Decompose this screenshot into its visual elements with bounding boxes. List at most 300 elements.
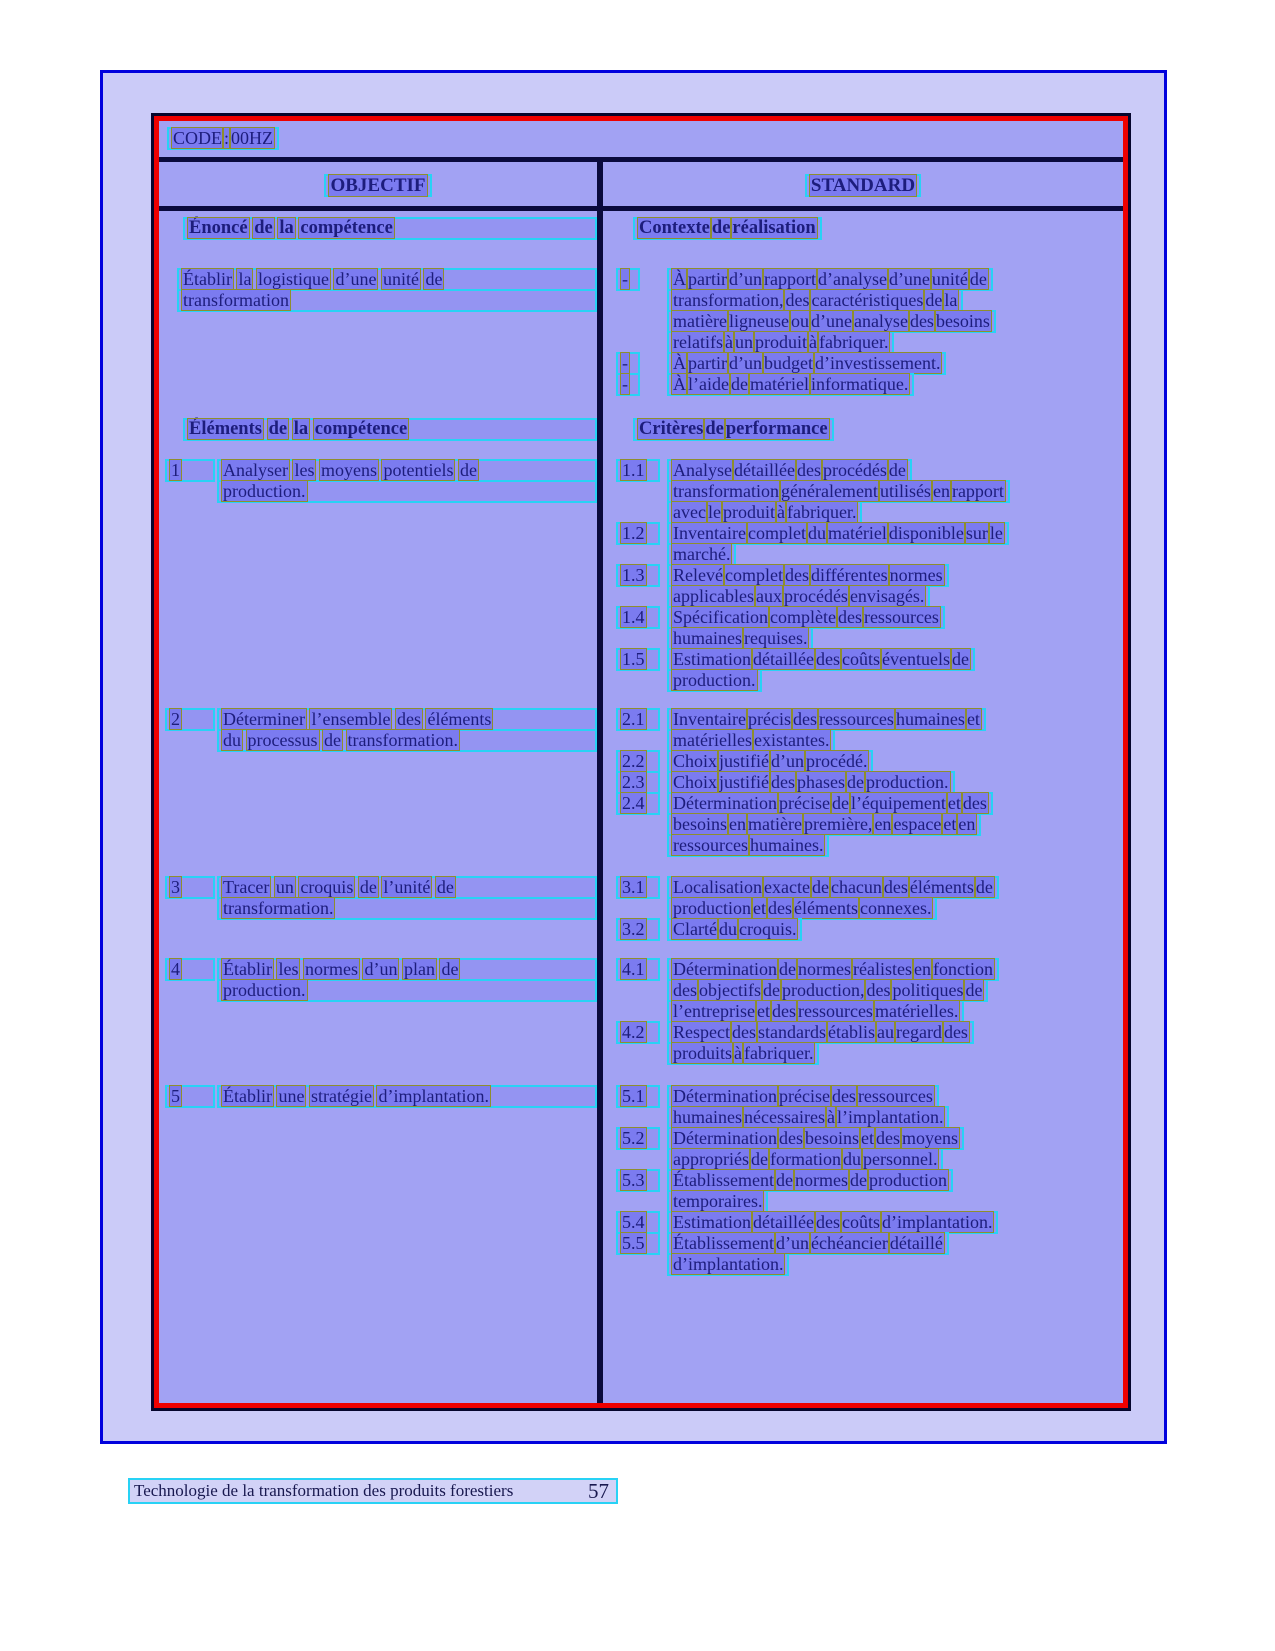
word-highlight: matériel	[827, 523, 887, 543]
competency-table	[151, 113, 1131, 1411]
word-highlight: rapport	[763, 269, 816, 289]
word-highlight: d’investissement.	[814, 353, 941, 373]
word-highlight: performance	[725, 419, 828, 439]
item-lines	[667, 918, 1115, 941]
word-highlight: Inventaire	[673, 709, 746, 729]
item-lines	[667, 1127, 1115, 1171]
critere-item	[616, 1127, 1115, 1171]
word-highlight: Localisation	[673, 877, 762, 897]
word-highlight: Détermination	[673, 1128, 777, 1148]
word-highlight: humaines	[673, 628, 742, 648]
word-highlight: envisagés.	[849, 586, 925, 606]
dash-marker: -	[616, 352, 640, 375]
word-highlight: Estimation	[673, 649, 751, 669]
word-highlight: de	[951, 649, 969, 669]
table-inner	[154, 116, 1128, 1408]
item-number: 4	[165, 958, 215, 981]
word-highlight: à	[808, 332, 817, 352]
word-highlight: d’un	[775, 1233, 809, 1253]
word-highlight: détaillée	[733, 460, 795, 480]
word-highlight: justifié	[719, 751, 770, 771]
contexte-title	[633, 217, 822, 240]
word-highlight: de	[436, 877, 454, 897]
word-highlight: de	[268, 419, 288, 439]
word-highlight: de	[969, 269, 987, 289]
word-highlight: existantes.	[753, 730, 830, 750]
word-highlight: la	[279, 218, 294, 238]
critere-group	[616, 958, 1115, 1065]
word-highlight: compétence	[314, 419, 408, 439]
word-highlight: différentes	[810, 565, 888, 585]
item-line	[667, 771, 955, 794]
word-highlight: croquis.	[738, 919, 797, 939]
word-highlight: normes	[304, 959, 358, 979]
word-highlight: :	[224, 128, 230, 148]
word-highlight: la	[238, 269, 252, 289]
word-highlight: moyens	[901, 1128, 958, 1148]
word-highlight: précis	[747, 709, 791, 729]
word-highlight: des	[784, 565, 809, 585]
word-highlight: des	[771, 1001, 796, 1021]
word-highlight: matière	[748, 814, 802, 834]
word-highlight: les	[294, 460, 315, 480]
word-highlight: des	[909, 311, 934, 331]
item-line	[667, 1148, 943, 1171]
word-highlight: détaillée	[753, 649, 814, 669]
item-lines	[667, 373, 1115, 396]
critere-item	[616, 1232, 1115, 1276]
word-highlight: de	[775, 1170, 793, 1190]
word-highlight: à	[776, 502, 785, 522]
item-lines	[667, 708, 1115, 752]
word-highlight: de	[965, 980, 983, 1000]
item-line	[667, 480, 1010, 503]
word-highlight: production.	[673, 670, 756, 690]
item-lines	[667, 750, 1115, 773]
word-highlight: complet	[724, 565, 783, 585]
word-highlight: généralement	[780, 481, 878, 501]
word-highlight: produit	[722, 502, 775, 522]
item-lines	[667, 1232, 1115, 1276]
elements-title	[183, 418, 597, 441]
item-lines	[667, 771, 1115, 794]
word-highlight: des	[673, 980, 697, 1000]
word-highlight: À	[673, 269, 686, 289]
word-highlight: Tracer	[223, 877, 270, 897]
item-number: 2	[165, 708, 215, 731]
item-line	[667, 606, 945, 629]
word-highlight: normes	[889, 565, 943, 585]
word-highlight: fabriquer.	[786, 502, 857, 522]
word-highlight: ressources	[818, 709, 894, 729]
section-row-item-1	[159, 439, 1123, 690]
word-highlight: de	[459, 460, 477, 480]
item-line	[667, 669, 762, 692]
word-highlight: d’un	[771, 751, 805, 771]
table-body	[159, 211, 1123, 1403]
word-highlight: Établir	[223, 1086, 272, 1106]
word-highlight: d’analyse	[817, 269, 887, 289]
word-highlight: connexes.	[859, 898, 932, 918]
item-number: 2.1	[616, 708, 660, 731]
section-row-item-2	[159, 690, 1123, 855]
item-line	[667, 792, 993, 815]
item-number: 5.5	[616, 1232, 660, 1255]
item-line	[667, 958, 999, 981]
word-highlight: coûts	[841, 1212, 880, 1232]
critere-item	[616, 958, 1115, 1023]
word-highlight: Détermination	[673, 793, 777, 813]
contexte-list	[616, 268, 1115, 396]
word-highlight: utilisés	[879, 481, 931, 501]
word-highlight: Choix	[673, 772, 718, 792]
item-line	[667, 1021, 974, 1044]
word-highlight: besoins	[673, 814, 727, 834]
item-line	[667, 979, 988, 1002]
word-highlight: d’une	[335, 269, 377, 289]
word-highlight: de	[730, 374, 748, 394]
word-highlight: OBJECTIF	[330, 174, 426, 196]
critere-item	[616, 606, 1115, 650]
item-lines	[667, 648, 1115, 692]
word-highlight: la	[293, 419, 309, 439]
word-highlight: applicables	[673, 586, 754, 606]
item-line	[667, 876, 999, 899]
word-highlight: marché.	[673, 544, 731, 564]
word-highlight: des	[831, 1086, 856, 1106]
word-highlight: ressources	[673, 835, 748, 855]
item-line	[667, 1000, 964, 1023]
word-highlight: un	[734, 332, 753, 352]
word-highlight: des	[792, 709, 817, 729]
word-highlight: regard	[895, 1022, 942, 1042]
item-number: 1.2	[616, 522, 660, 545]
word-highlight: besoins	[804, 1128, 859, 1148]
word-highlight: de	[925, 290, 943, 310]
enonce-line	[177, 289, 597, 312]
word-highlight: partir	[688, 353, 727, 373]
enonce-title	[183, 217, 597, 240]
word-highlight: standards	[757, 1022, 826, 1042]
item-line	[667, 729, 835, 752]
item-line	[667, 331, 894, 354]
word-highlight: procédé.	[806, 751, 868, 771]
word-highlight: du	[807, 523, 826, 543]
word-highlight: d’un	[728, 353, 762, 373]
word-highlight: exacte	[763, 877, 810, 897]
word-highlight: humaines	[673, 1107, 742, 1127]
word-highlight: Établissement	[673, 1233, 774, 1253]
word-highlight: Critères	[639, 419, 704, 439]
word-highlight: analyse	[853, 311, 908, 331]
word-highlight: de	[778, 959, 796, 979]
word-highlight: le	[989, 523, 1003, 543]
word-highlight: des	[731, 1022, 756, 1042]
word-highlight: matérielles.	[874, 1001, 959, 1021]
item-number: 3.2	[616, 918, 660, 941]
word-highlight: chacun	[830, 877, 882, 897]
word-highlight: personnel.	[862, 1149, 938, 1169]
word-highlight: justifié	[719, 772, 770, 792]
item-line	[217, 958, 597, 981]
critere-item	[616, 708, 1115, 752]
item-lines	[667, 1169, 1115, 1213]
item-line	[217, 729, 597, 752]
item-line	[217, 1085, 597, 1108]
element-item	[165, 958, 597, 1002]
word-highlight: des	[943, 1022, 968, 1042]
section-row-titles-2	[159, 394, 1123, 439]
word-highlight: d’un	[728, 269, 762, 289]
word-highlight: caractéristiques	[811, 290, 924, 310]
word-highlight: Relevé	[673, 565, 723, 585]
enonce-line	[177, 268, 597, 291]
word-highlight: espace	[893, 814, 942, 834]
word-highlight: en	[958, 814, 976, 834]
word-highlight: production.	[866, 772, 949, 792]
critere-item	[616, 459, 1115, 524]
section-row-item-3	[159, 855, 1123, 939]
word-highlight: moyens	[320, 460, 377, 480]
word-highlight: de	[425, 269, 443, 289]
word-highlight: À	[673, 353, 686, 373]
item-line	[667, 1042, 819, 1065]
word-highlight: objectifs	[699, 980, 761, 1000]
word-highlight: et	[753, 898, 766, 918]
footer-title: Technologie de la transformation des produits forestiers	[134, 1481, 514, 1500]
word-highlight: éventuels	[881, 649, 950, 669]
word-highlight: Établir	[183, 269, 232, 289]
item-number: 5.1	[616, 1085, 660, 1108]
word-highlight: des	[778, 1128, 803, 1148]
item-number: 5	[165, 1085, 215, 1108]
word-highlight: précise	[778, 1086, 830, 1106]
critere-group	[616, 1085, 1115, 1276]
item-line	[667, 289, 963, 312]
item-line	[217, 876, 597, 899]
section-row-item-5	[159, 1063, 1123, 1403]
item-lines	[667, 522, 1115, 566]
word-highlight: en	[729, 814, 746, 834]
item-number: 2.2	[616, 750, 660, 773]
item-line	[667, 352, 946, 375]
item-lines	[667, 792, 1115, 857]
word-highlight: échéancier	[810, 1233, 888, 1253]
word-highlight: Contexte	[639, 218, 710, 238]
word-highlight: Établir	[223, 959, 272, 979]
item-lines	[667, 1021, 1115, 1065]
word-highlight: matériel	[749, 374, 809, 394]
word-highlight: à	[826, 1107, 835, 1127]
word-highlight: de	[359, 877, 377, 897]
word-highlight: des	[785, 290, 810, 310]
word-highlight: informatique.	[810, 374, 909, 394]
word-highlight: et	[947, 793, 961, 813]
word-highlight: transformation.	[347, 730, 458, 750]
item-line	[667, 834, 829, 857]
word-highlight: de	[831, 793, 849, 813]
item-number: 5.3	[616, 1169, 660, 1192]
word-highlight: sur	[965, 523, 988, 543]
word-highlight: réalistes	[852, 959, 912, 979]
item-line	[667, 750, 873, 773]
word-highlight: Inventaire	[673, 523, 746, 543]
word-highlight: humaines.	[749, 835, 824, 855]
word-highlight: l’équipement	[850, 793, 946, 813]
critere-item	[616, 792, 1115, 857]
word-highlight: de	[975, 877, 993, 897]
word-highlight: d’implantation.	[673, 1254, 784, 1274]
word-highlight: des	[768, 898, 792, 918]
section-row-item-4	[159, 939, 1123, 1063]
item-number: 1.3	[616, 564, 660, 587]
word-highlight: des	[796, 460, 821, 480]
item-number: 1.5	[616, 648, 660, 671]
word-highlight: procédés	[822, 460, 887, 480]
word-highlight: unité	[382, 269, 419, 289]
item-lines	[667, 876, 1115, 920]
word-highlight: en	[913, 959, 931, 979]
word-highlight: Respect	[673, 1022, 730, 1042]
word-highlight: humaines	[895, 709, 965, 729]
word-highlight: phases	[797, 772, 846, 792]
item-line	[667, 708, 986, 731]
word-highlight: l’entreprise	[673, 1001, 755, 1021]
item-line	[667, 543, 736, 566]
critere-item	[616, 564, 1115, 608]
word-highlight: compétence	[300, 218, 393, 238]
word-highlight: complète	[769, 607, 836, 627]
word-highlight: CODE	[173, 128, 222, 148]
word-highlight: fabriquer.	[744, 1043, 814, 1063]
word-highlight: transformation,	[673, 290, 784, 310]
word-highlight: d’une	[888, 269, 930, 289]
word-highlight: avec	[673, 502, 706, 522]
word-highlight: formation	[769, 1149, 841, 1169]
word-highlight: d’implantation.	[881, 1212, 993, 1232]
word-highlight: disponible	[888, 523, 964, 543]
item-lines	[667, 564, 1115, 608]
item-lines	[217, 876, 597, 920]
word-highlight: ressources	[797, 1001, 873, 1021]
word-highlight: de	[762, 980, 780, 1000]
word-highlight: potentiels	[383, 460, 454, 480]
item-number: 2.4	[616, 792, 660, 815]
word-highlight: l’ensemble	[311, 709, 391, 729]
critere-group	[616, 708, 1115, 857]
item-line	[667, 1169, 953, 1192]
contexte-item	[616, 268, 1115, 354]
word-highlight: des	[396, 709, 421, 729]
word-highlight: besoins	[935, 311, 990, 331]
word-highlight: à	[734, 1043, 743, 1063]
header-cell-objectif	[159, 174, 597, 195]
word-highlight: relatifs	[673, 332, 723, 352]
word-highlight: budget	[763, 353, 813, 373]
word-highlight: d’un	[364, 959, 398, 979]
word-highlight: Éléments	[189, 419, 262, 439]
item-lines	[217, 708, 597, 752]
word-highlight: en	[874, 814, 892, 834]
word-highlight: l’aide	[688, 374, 729, 394]
item-line	[667, 1253, 789, 1276]
word-highlight: les	[278, 959, 299, 979]
word-highlight: coûts	[841, 649, 880, 669]
item-number: 4.1	[616, 958, 660, 981]
critere-item	[616, 522, 1115, 566]
item-line	[667, 1211, 998, 1234]
word-highlight: Détermination	[673, 959, 777, 979]
item-line	[667, 1190, 768, 1213]
word-highlight: nécessaires	[744, 1107, 825, 1127]
critere-group	[616, 459, 1115, 692]
item-line	[667, 268, 993, 291]
word-highlight: À	[673, 374, 686, 394]
critere-group	[616, 876, 1115, 941]
word-highlight: STANDARD	[810, 174, 916, 196]
word-highlight: de	[847, 772, 865, 792]
word-highlight: détaillée	[753, 1212, 814, 1232]
item-number: 4.2	[616, 1021, 660, 1044]
word-highlight: de	[324, 730, 341, 750]
item-number: 3.1	[616, 876, 660, 899]
word-highlight: et	[943, 814, 957, 834]
item-lines	[667, 1211, 1115, 1234]
word-highlight: Analyse	[673, 460, 732, 480]
item-line	[667, 648, 975, 671]
item-number: 1.4	[616, 606, 660, 629]
word-highlight: éléments	[794, 898, 858, 918]
word-highlight: des	[837, 607, 862, 627]
word-highlight: croquis	[300, 877, 354, 897]
item-line	[217, 897, 597, 920]
word-highlight: unité	[931, 269, 968, 289]
footer-page-number: 57	[588, 1478, 609, 1503]
word-highlight: un	[275, 877, 294, 897]
word-highlight: Estimation	[673, 1212, 751, 1232]
word-highlight: normes	[797, 959, 851, 979]
item-lines	[667, 1085, 1115, 1129]
critere-item	[616, 918, 1115, 941]
contexte-item	[616, 352, 1115, 375]
item-lines	[217, 1085, 597, 1108]
item-number: 1.1	[616, 459, 660, 482]
element-item	[165, 459, 597, 503]
word-highlight: réalisation	[732, 218, 816, 238]
word-highlight: Énoncé	[189, 218, 248, 238]
item-line	[667, 459, 912, 482]
word-highlight: Spécification	[673, 607, 768, 627]
word-highlight: production	[868, 1170, 947, 1190]
word-highlight: ressources	[863, 607, 939, 627]
word-highlight: de	[750, 1149, 768, 1169]
dash-marker: -	[616, 373, 640, 396]
code-row	[159, 121, 1123, 162]
code-label	[167, 127, 279, 150]
item-line	[667, 1127, 964, 1150]
word-highlight: de	[811, 877, 829, 897]
word-highlight: Clarté	[673, 919, 717, 939]
item-line	[217, 979, 597, 1002]
item-line	[217, 459, 597, 482]
word-highlight: précise	[778, 793, 830, 813]
header-cell-standard	[603, 174, 1123, 195]
column-header-standard	[805, 174, 921, 197]
word-highlight: du	[223, 730, 241, 750]
word-highlight: requises.	[744, 628, 808, 648]
critere-item	[616, 1021, 1115, 1065]
word-highlight: en	[932, 481, 950, 501]
